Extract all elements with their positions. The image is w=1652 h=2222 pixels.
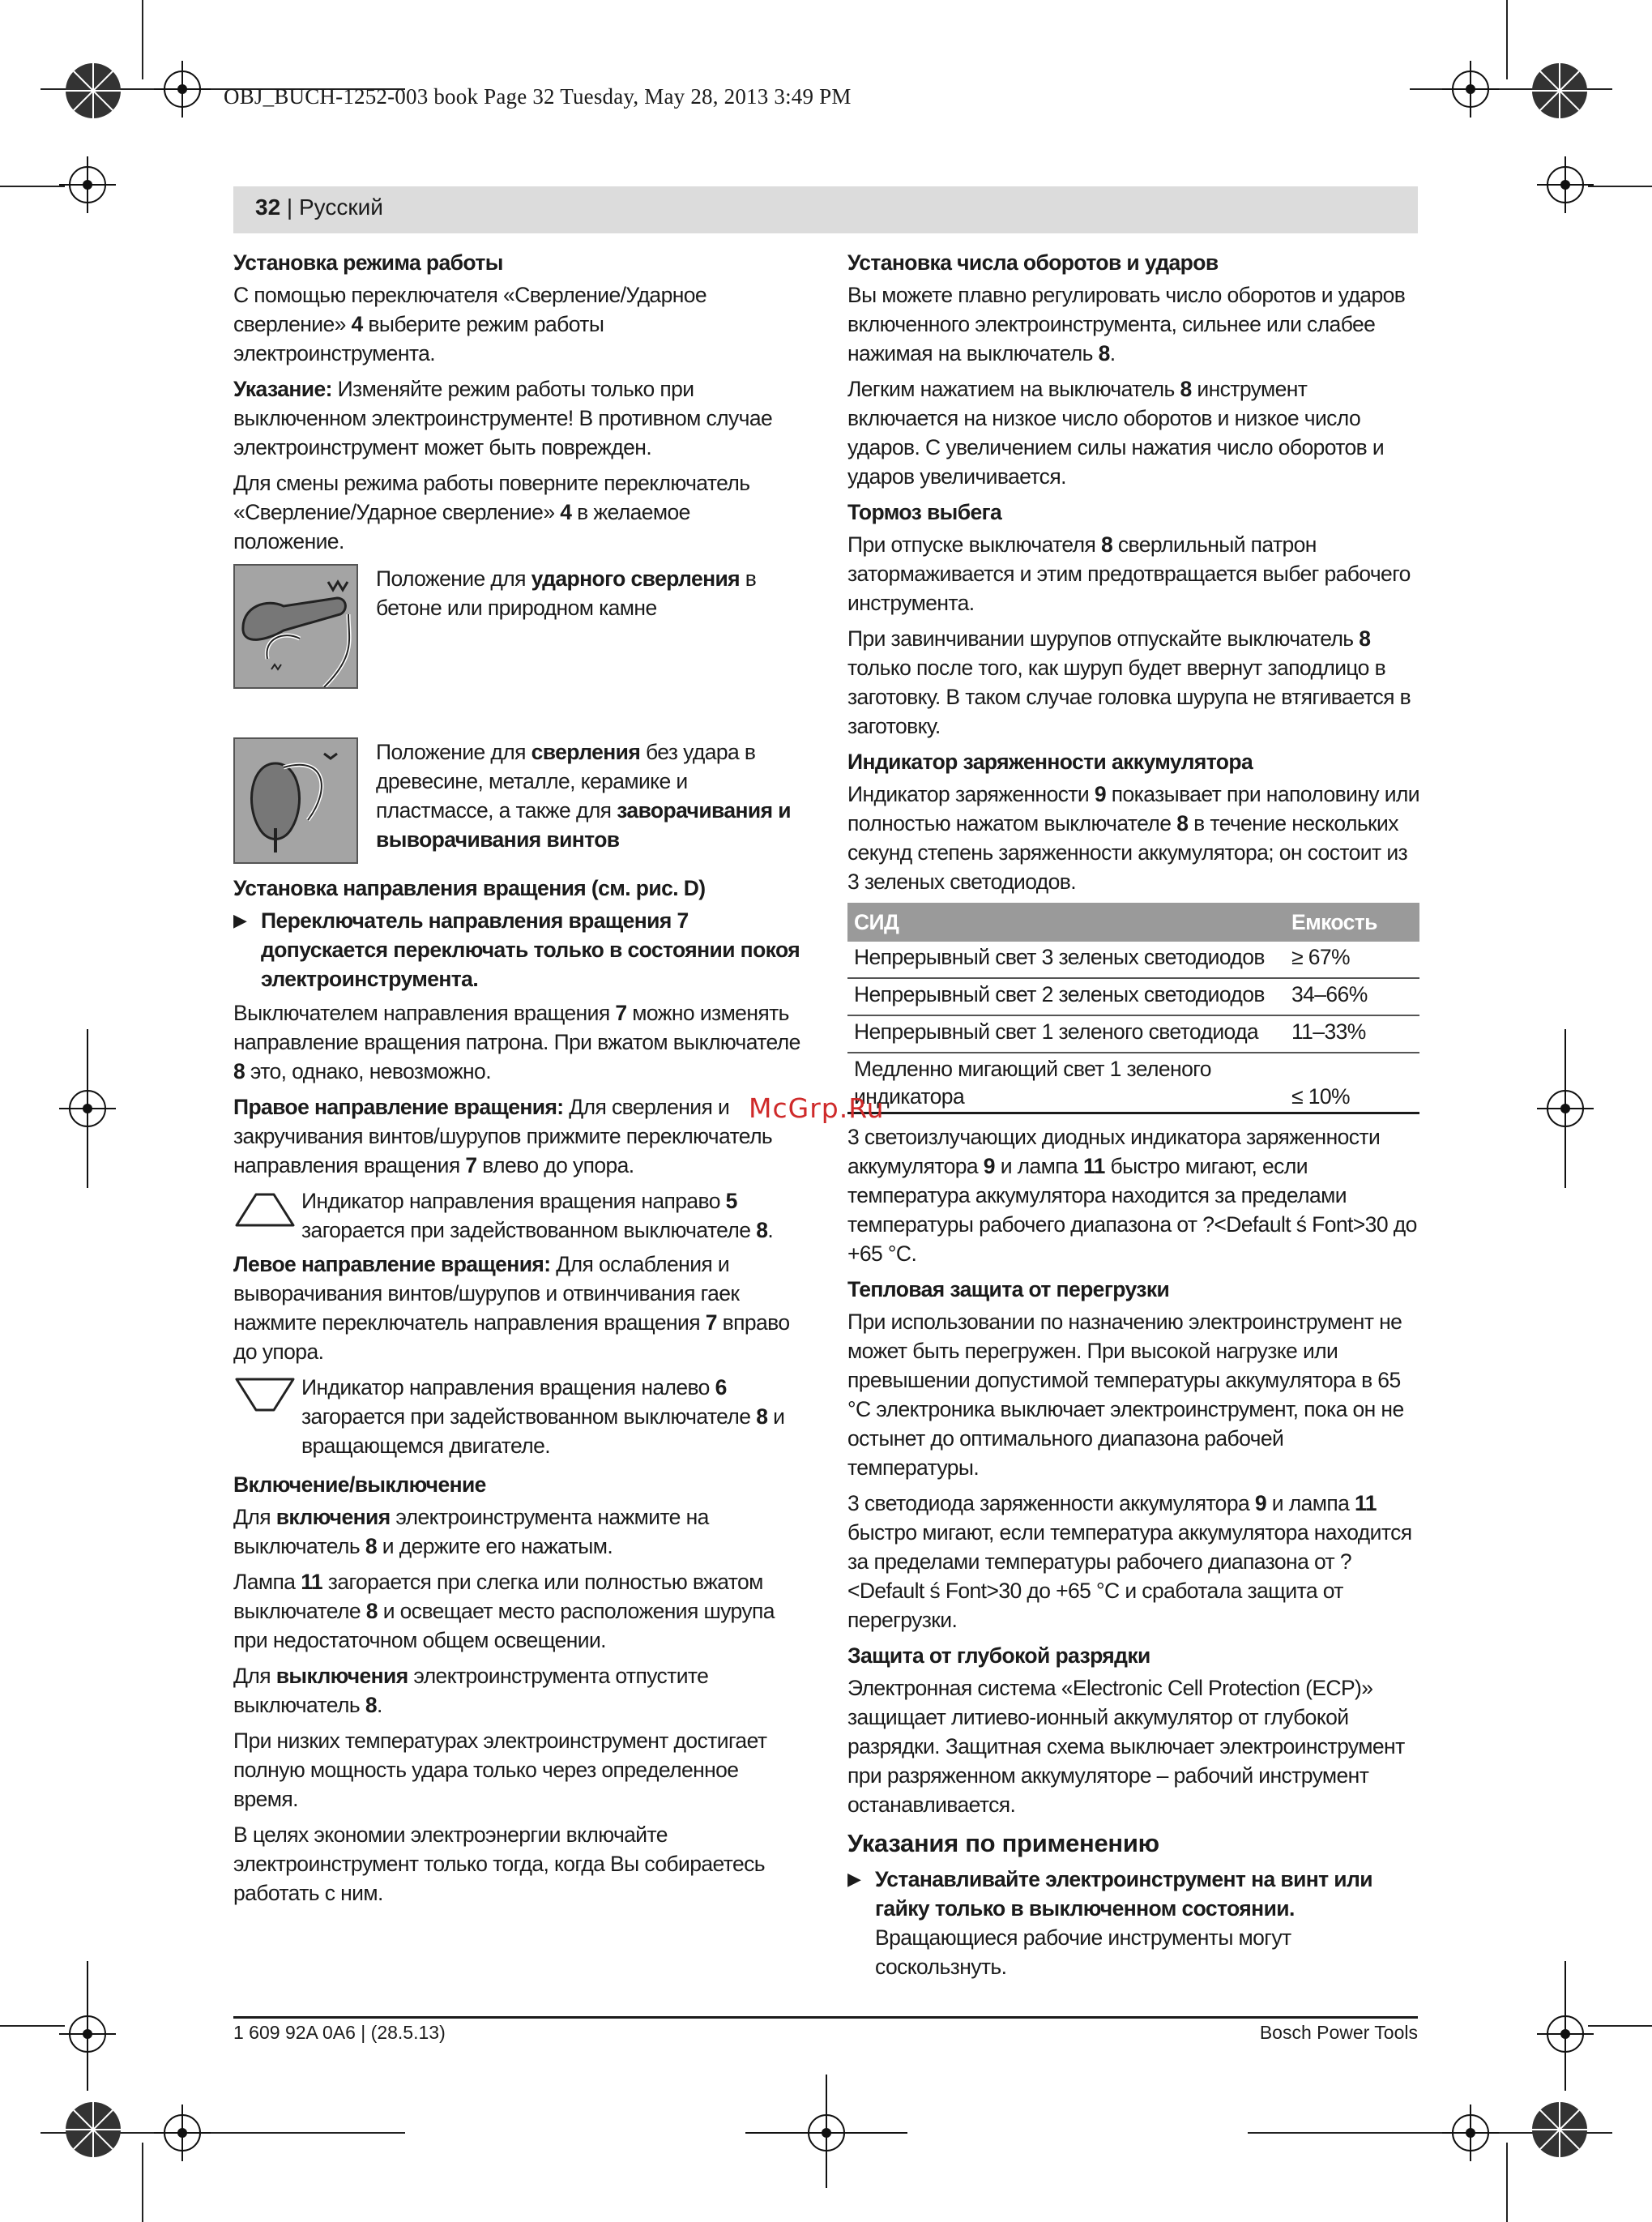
- table-row: [847, 1015, 1419, 1053]
- paragraph: При использовании по назначению электроинструмент не может быть перегружен. При высокой нагрузке или превышении допустимой температуры аккумулятора в 65 °C электроника выключает электроинструмент, пока он не остынет до оптимального диапазона рабочей температуры.: [847, 1310, 1404, 1480]
- table-cell: 34–66%: [1285, 978, 1419, 1015]
- watermark: McGrp.Ru: [749, 1092, 885, 1124]
- table-cell: 11–33%: [1285, 1015, 1419, 1053]
- indicator-left: Индикатор направления вращения налево 6 загорается при задействованном выключателе 8 и вращающемся двигателе.: [233, 1373, 800, 1460]
- footer-brand: Bosch Power Tools: [1259, 2022, 1418, 2043]
- left-column: [233, 243, 800, 1914]
- rotation-left-indicator-icon: [233, 1373, 301, 1460]
- section-title-battery: Индикатор заряженности аккумулятора: [847, 750, 1253, 774]
- drill-mode-icon: [233, 737, 358, 864]
- paragraph: Для включения электроинструмента нажмите на выключатель 8 и держите его нажатым.: [233, 1505, 709, 1558]
- figure-drilling: [233, 737, 800, 864]
- battery-capacity-table: [847, 903, 1419, 1114]
- section-title-onoff: Включение/выключение: [233, 1472, 486, 1497]
- bullet-arrow-icon: ▶: [847, 1869, 861, 1889]
- section-title-speed: Установка числа оборотов и ударов: [847, 250, 1219, 275]
- figure-caption: Положение для сверления без удара в древесине, металле, керамике и пластмассе, а также для заворачивания и выворачивания винтов: [376, 740, 791, 852]
- table-header: Емкость: [1285, 903, 1419, 942]
- paragraph: Для выключения электроинструмента отпустите выключатель 8.: [233, 1664, 709, 1717]
- figure-caption: Положение для ударного сверления в бетоне или природном камне: [376, 566, 757, 620]
- table-cell: Непрерывный свет 2 зеленых светодиодов: [847, 978, 1285, 1015]
- table-cell: Непрерывный свет 1 зеленого светодиода: [847, 1015, 1285, 1053]
- paragraph: Вы можете плавно регулировать число оборотов и ударов включенного электроинструмента, сильнее или слабее нажимая на выключатель 8.: [847, 283, 1406, 365]
- footer-rule: [233, 2016, 1418, 2019]
- paragraph: Выключателем направления вращения 7 можно изменять направление вращения патрона. При вжатом выключателе 8 это, однако, невозможно.: [233, 1001, 800, 1083]
- bullet-warning: ▶ Устанавливайте электроинструмент на винт или гайку только в выключенном состоянии. Вращающиеся рабочие инструменты могут соскользнуть.: [847, 1865, 1419, 1981]
- bullet-warning: ▶ Переключатель направления вращения 7 допускается переключать только в состоянии покоя электроинструмента.: [233, 906, 800, 993]
- table-header: СИД: [847, 903, 1285, 942]
- table-cell: Медленно мигающий свет 1 зеленого индикатора: [847, 1053, 1285, 1113]
- paragraph: Левое направление вращения: Для ослабления и выворачивания винтов/шурупов и отвинчивания гаек нажмите переключатель направления вращения 7 вправо до упора.: [233, 1252, 790, 1364]
- section-title-usage-tips: Указания по применению: [847, 1829, 1159, 1857]
- paragraph: Для смены режима работы поверните переключатель «Сверление/Ударное сверление» 4 в желаемое положение.: [233, 471, 750, 553]
- bullet-arrow-icon: ▶: [233, 910, 247, 930]
- section-title-mode: Установка режима работы: [233, 250, 503, 275]
- page-header-bar: [233, 186, 1418, 233]
- paragraph: 3 светоизлучающих диодных индикатора заряженности аккумулятора 9 и лампа 11 быстро мигают, если температура аккумулятора находится за пределами температуры рабочего диапазона от ?<Default ś Font>30 до +65 °C.: [847, 1125, 1417, 1266]
- paragraph: В целях экономии электроэнергии включайте электроинструмент только тогда, когда Вы собираетесь работать с ним.: [233, 1822, 765, 1905]
- paragraph: При завинчивании шурупов отпускайте выключатель 8 только после того, как шуруп будет ввернут заподлицо в заготовку. В таком случае головка шурупа не втягивается в заготовку.: [847, 626, 1411, 738]
- header-separator: |: [280, 194, 299, 220]
- table-cell: ≥ 67%: [1285, 942, 1419, 978]
- table-row: [847, 942, 1419, 978]
- indicator-right: Индикатор направления вращения направо 5 загорается при задействованном выключателе 8.: [233, 1186, 800, 1245]
- paragraph: При отпуске выключателя 8 сверлильный патрон затормаживается и этим предотвращается выбег рабочего инструмента.: [847, 532, 1411, 615]
- page-header: [255, 194, 383, 220]
- paragraph: Индикатор заряженности 9 показывает при наполовину или полностью нажатом выключателе 8 в течение нескольких секунд степень заряженности аккумулятора; он состоит из 3 зеленых светодиодов.: [847, 782, 1419, 894]
- figure-impact-drilling: [233, 564, 800, 689]
- paragraph: Легким нажатием на выключатель 8 инструмент включается на низкое число оборотов и низкое число ударов. С увеличением силы нажатия число оборотов и ударов увеличивается.: [847, 377, 1385, 489]
- table-row: [847, 1053, 1419, 1113]
- footer-doc-number: 1 609 92A 0A6 | (28.5.13): [233, 2022, 446, 2043]
- table-header-row: [847, 903, 1419, 942]
- right-column: [847, 243, 1419, 1981]
- paragraph: С помощью переключателя «Сверление/Ударное сверление» 4 выберите режим работы электроинструмента.: [233, 283, 707, 365]
- paragraph: При низких температурах электроинструмент достигает полную мощность удара только через определенное время.: [233, 1728, 767, 1811]
- section-title-deep-discharge: Защита от глубокой разрядки: [847, 1643, 1150, 1668]
- section-title-direction: Установка направления вращения (см. рис. D): [233, 876, 706, 900]
- paragraph: Лампа 11 загорается при слегка или полностью вжатом выключателе 8 и освещает место расположения шурупа при недостаточном общем освещении.: [233, 1570, 775, 1652]
- page-number: 32: [255, 194, 281, 220]
- paragraph: Указание: Изменяйте режим работы только при выключенном электроинструменте! В противном случае электроинструмент может быть поврежден.: [233, 377, 773, 459]
- paragraph: Правое направление вращения: Для сверления и закручивания винтов/шурупов прижмите переключатель направления вращения 7 влево до упора.: [233, 1095, 773, 1177]
- rotation-right-indicator-icon: [233, 1186, 301, 1245]
- section-title-overload: Тепловая защита от перегрузки: [847, 1277, 1170, 1301]
- paragraph: Электронная система «Electronic Cell Protection (ECP)» защищает литиево-ионный аккумулятор от глубокой разрядки. Защитная схема выключает электроинструмент при разряженном аккумуляторе – рабочий инструмент останавливается.: [847, 1676, 1405, 1817]
- table-cell: Непрерывный свет 3 зеленых светодиодов: [847, 942, 1285, 978]
- print-slug-line: OBJ_BUCH-1252-003 book Page 32 Tuesday, May 28, 2013 3:49 PM: [224, 84, 852, 109]
- table-cell: ≤ 10%: [1285, 1053, 1419, 1113]
- header-language: Русский: [299, 194, 383, 220]
- paragraph: 3 светодиода заряженности аккумулятора 9 и лампа 11 быстро мигают, если температура аккумулятора находится за пределами температуры рабочего диапазона от ?<Default ś Font>30 до +65 °C и сработала защита от перегрузки.: [847, 1491, 1412, 1632]
- section-title-brake: Тормоз выбега: [847, 500, 1002, 524]
- table-row: [847, 978, 1419, 1015]
- impact-drill-mode-icon: [233, 564, 358, 689]
